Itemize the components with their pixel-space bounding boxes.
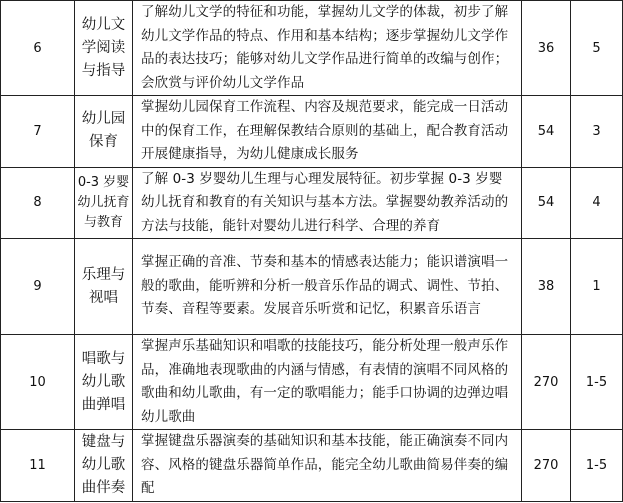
course-hours: 38 bbox=[522, 239, 571, 335]
course-hours: 270 bbox=[522, 335, 571, 430]
course-description: 了解幼儿文学的特征和功能，掌握幼儿文学的体裁，初步了解幼儿文学作品的特点、作用和基本结构；逐步掌握幼儿文学作品的表达技巧；能够对幼儿文学作品进行简单的改编与创作；会欣赏与评价幼儿文学作品 bbox=[133, 1, 522, 96]
course-name: 幼儿园保育 bbox=[75, 96, 133, 168]
table-row bbox=[1, 335, 623, 430]
course-hours: 54 bbox=[522, 96, 571, 168]
course-name: 乐理与视唱 bbox=[75, 239, 133, 335]
course-name: 唱歌与幼儿歌曲弹唱 bbox=[75, 335, 133, 430]
course-name: 键盘与幼儿歌曲伴奏 bbox=[75, 430, 133, 502]
row-number: 9 bbox=[1, 239, 75, 335]
course-semester: 4 bbox=[571, 167, 623, 239]
row-number: 7 bbox=[1, 96, 75, 168]
course-hours: 54 bbox=[522, 167, 571, 239]
course-description: 掌握正确的音准、节奏和基本的情感表达能力；能识谱演唱一般的歌曲，能听辨和分析一般音乐作品的调式、调性、节拍、节奏、音程等要素。发展音乐听赏和记忆，积累音乐语言 bbox=[133, 239, 522, 335]
row-number: 8 bbox=[1, 167, 75, 239]
table-row bbox=[1, 430, 623, 502]
table-row bbox=[1, 239, 623, 335]
table-row bbox=[1, 96, 623, 168]
course-hours: 270 bbox=[522, 430, 571, 502]
course-name: 0-3 岁婴幼儿抚育与教育 bbox=[75, 167, 133, 239]
course-semester: 5 bbox=[571, 1, 623, 96]
table-row bbox=[1, 167, 623, 239]
table-row bbox=[1, 1, 623, 96]
course-name: 幼儿文学阅读与指导 bbox=[75, 1, 133, 96]
course-semester: 1-5 bbox=[571, 335, 623, 430]
course-semester: 1 bbox=[571, 239, 623, 335]
course-hours: 36 bbox=[522, 1, 571, 96]
course-description: 掌握声乐基础知识和唱歌的技能技巧，能分析处理一般声乐作品，准确地表现歌曲的内涵与情感，有表情的演唱不同风格的歌曲和幼儿歌曲，有一定的歌唱能力；能手口协调的边弹边唱幼儿歌曲 bbox=[133, 335, 522, 430]
course-description: 掌握幼儿园保育工作流程、内容及规范要求，能完成一日活动中的保育工作，在理解保教结合原则的基础上，配合教育活动开展健康指导，为幼儿健康成长服务 bbox=[133, 96, 522, 168]
course-description: 掌握键盘乐器演奏的基础知识和基本技能，能正确演奏不同内容、风格的键盘乐器简单作品，能完全幼儿歌曲简易伴奏的编配 bbox=[133, 430, 522, 502]
row-number: 11 bbox=[1, 430, 75, 502]
row-number: 10 bbox=[1, 335, 75, 430]
course-description: 了解 0-3 岁婴幼儿生理与心理发展特征。初步掌握 0-3 岁婴幼儿抚育和教育的有关知识与基本方法。掌握婴幼教养活动的方法与技能，能针对婴幼儿进行科学、合理的养育 bbox=[133, 167, 522, 239]
course-semester: 3 bbox=[571, 96, 623, 168]
course-semester: 1-5 bbox=[571, 430, 623, 502]
row-number: 6 bbox=[1, 1, 75, 96]
